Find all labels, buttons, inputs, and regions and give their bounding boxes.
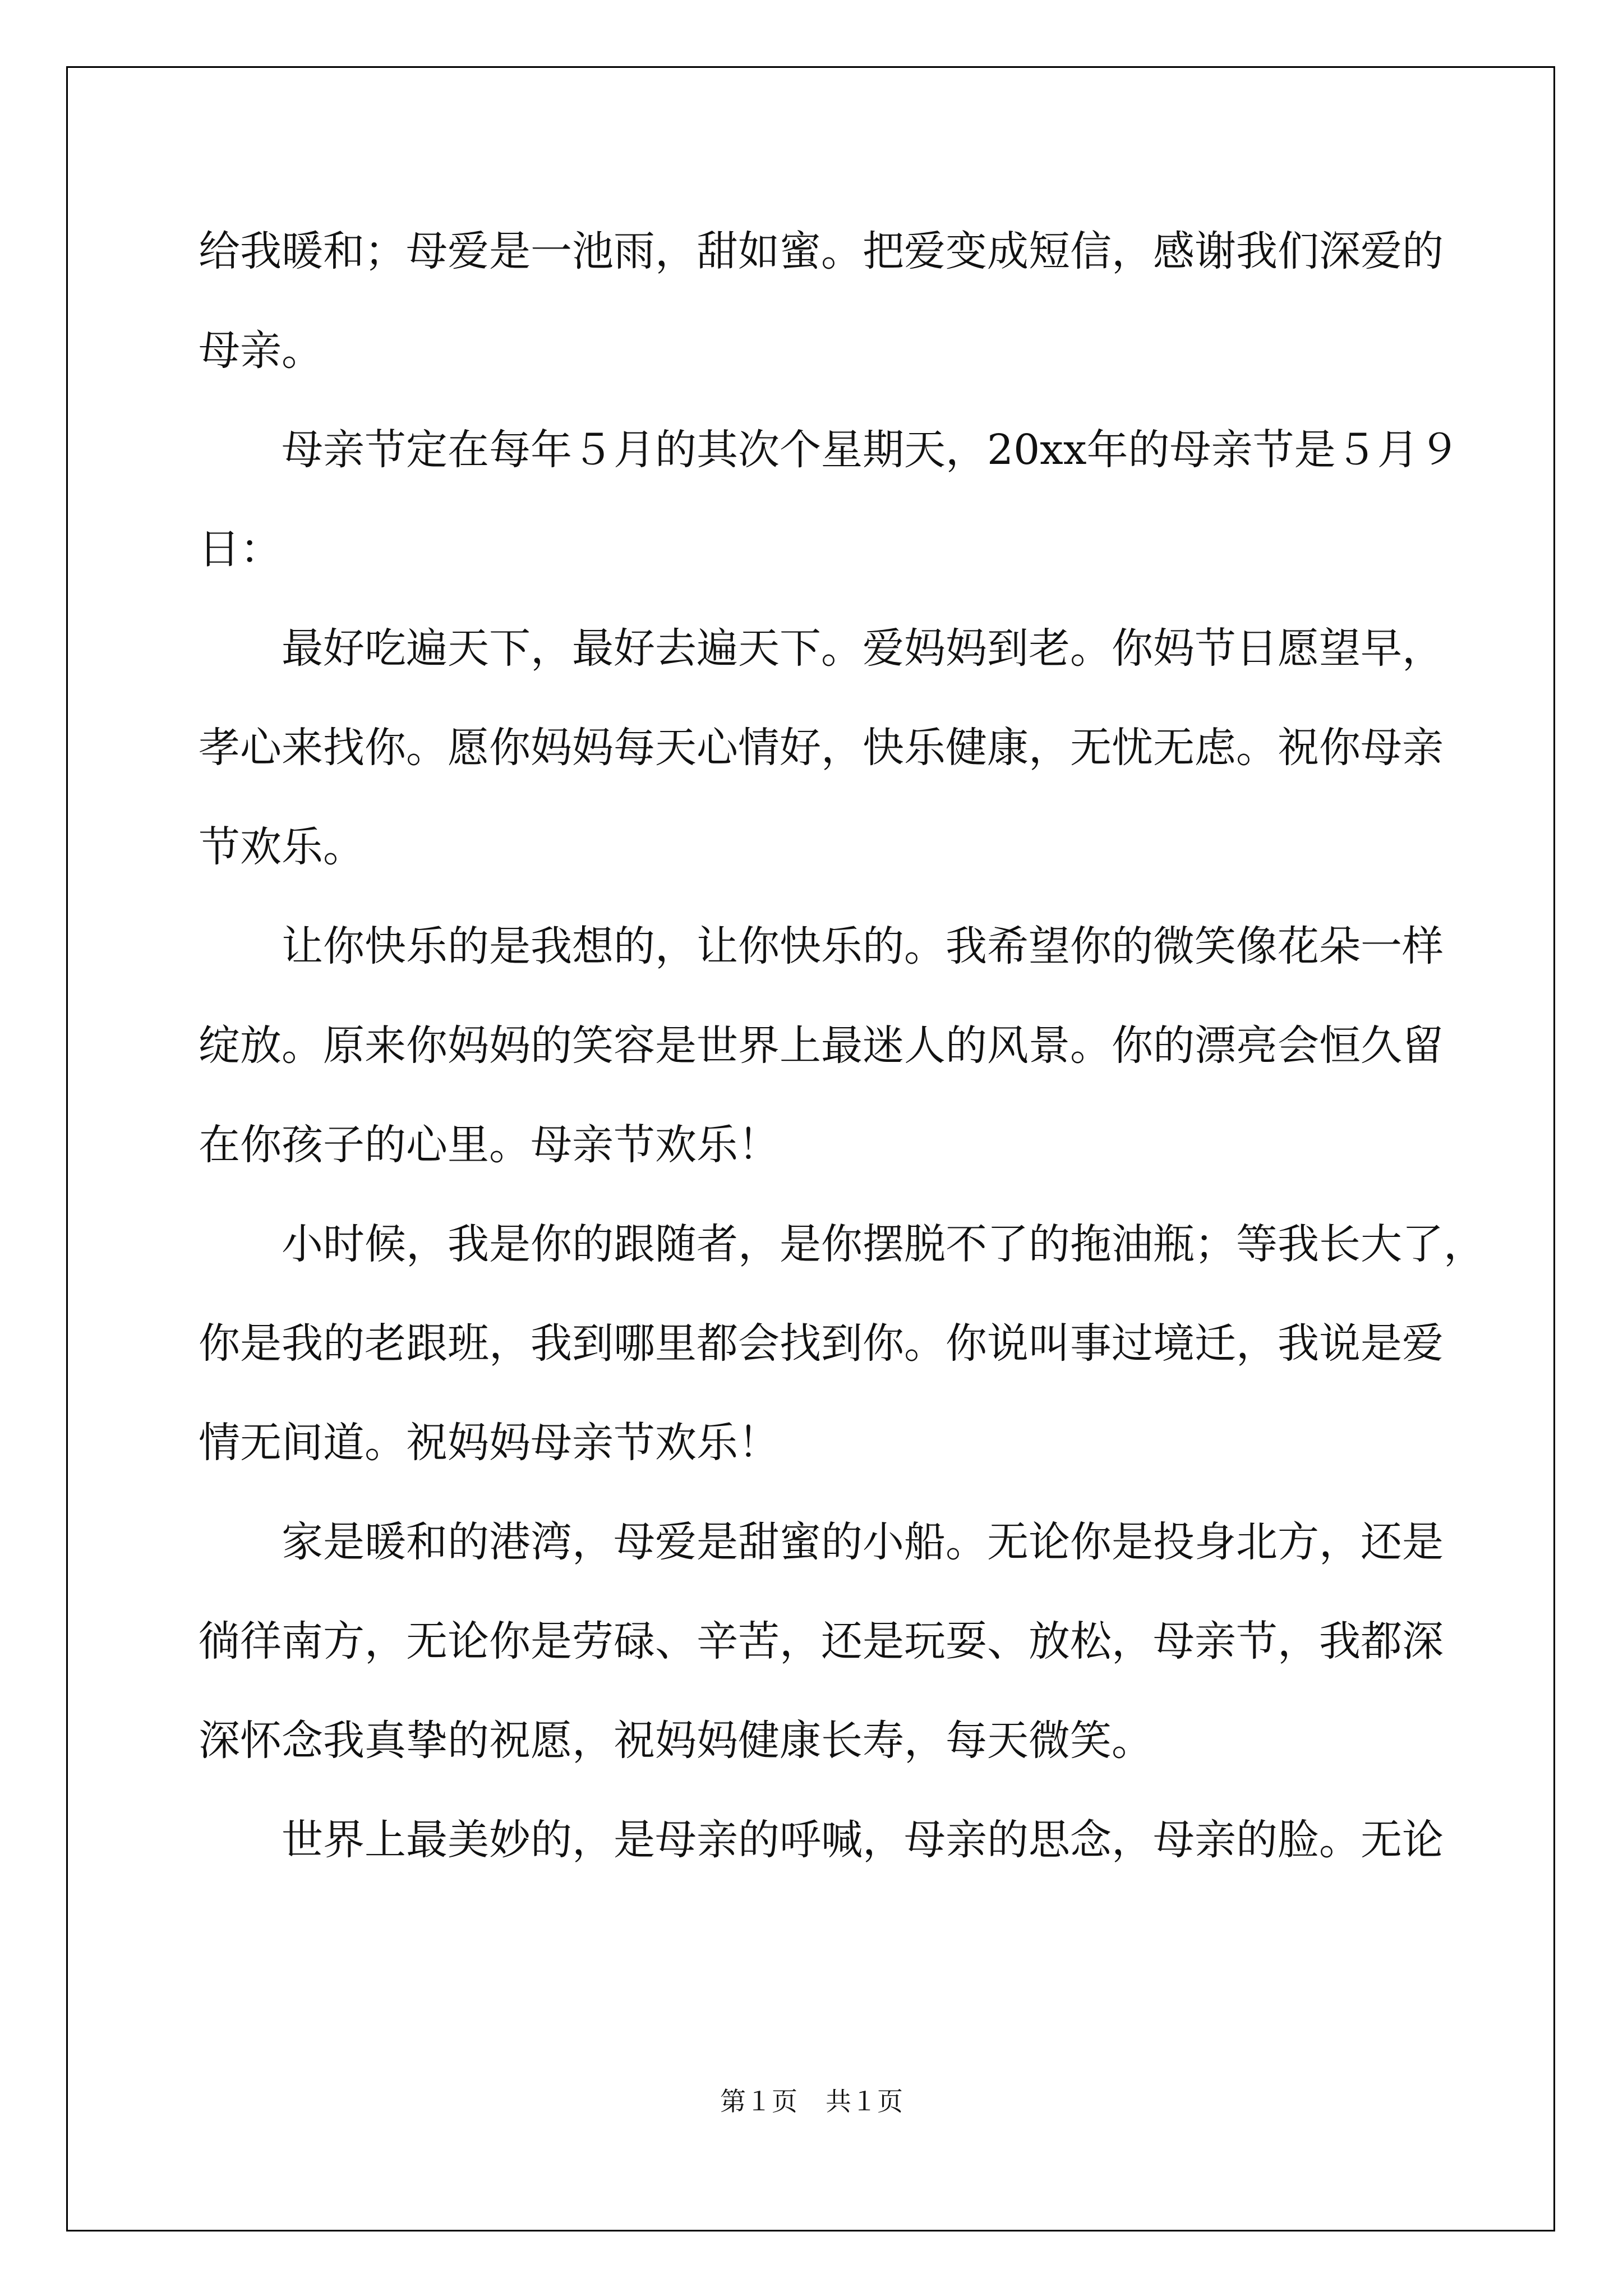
text-line-2: 母亲。 <box>199 326 323 375</box>
page-number-current: 第１页 <box>720 2086 797 2116</box>
text-line-7: 节欢乐。 <box>199 823 365 871</box>
text-line-17: 世界上最美妙的，是母亲的呼喊，母亲的思念，母亲的脸。无论 <box>282 1816 1444 1864</box>
text-line-1: 给我暖和；母爱是一池雨，甜如蜜。把爱变成短信，感谢我们深爱的 <box>199 227 1444 275</box>
text-line-5: 最好吃遍天下，最好去遍天下。爱妈妈到老。你妈节日愿望早， <box>282 624 1444 673</box>
text-line-13: 情无间道。祝妈妈母亲节欢乐！ <box>199 1419 780 1467</box>
page-number-total: 共１页 <box>826 2086 903 2116</box>
text-line-12: 你是我的老跟班，我到哪里都会找到你。你说叫事过境迁，我说是爱 <box>199 1319 1444 1368</box>
text-line-15: 徜徉南方，无论你是劳碌、辛苦，还是玩耍、放松，母亲节，我都深 <box>199 1617 1444 1665</box>
text-line-8: 让你快乐的是我想的，让你快乐的。我希望你的微笑像花朵一样 <box>282 922 1444 970</box>
text-line-6: 孝心来找你。愿你妈妈每天心情好，快乐健康，无忧无虑。祝你母亲 <box>199 724 1444 772</box>
text-line-10: 在你孩子的心里。母亲节欢乐！ <box>199 1121 780 1169</box>
text-line-4: 日： <box>199 525 282 573</box>
text-line-9: 绽放。原来你妈妈的笑容是世界上最迷人的风景。你的漂亮会恒久留 <box>199 1022 1444 1070</box>
text-line-16: 深怀念我真挚的祝愿，祝妈妈健康长寿，每天微笑。 <box>199 1717 1153 1765</box>
text-line-11: 小时候，我是你的跟随者，是你摆脱不了的拖油瓶；等我长大了， <box>282 1220 1485 1268</box>
document-body <box>199 202 1485 1890</box>
page-footer <box>0 2081 1623 2118</box>
text-line-3: 母亲节定在每年５月的其次个星期天，20xx年的母亲节是５月９ <box>282 426 1460 474</box>
text-line-14: 家是暖和的港湾，母爱是甜蜜的小船。无论你是投身北方，还是 <box>282 1518 1444 1566</box>
